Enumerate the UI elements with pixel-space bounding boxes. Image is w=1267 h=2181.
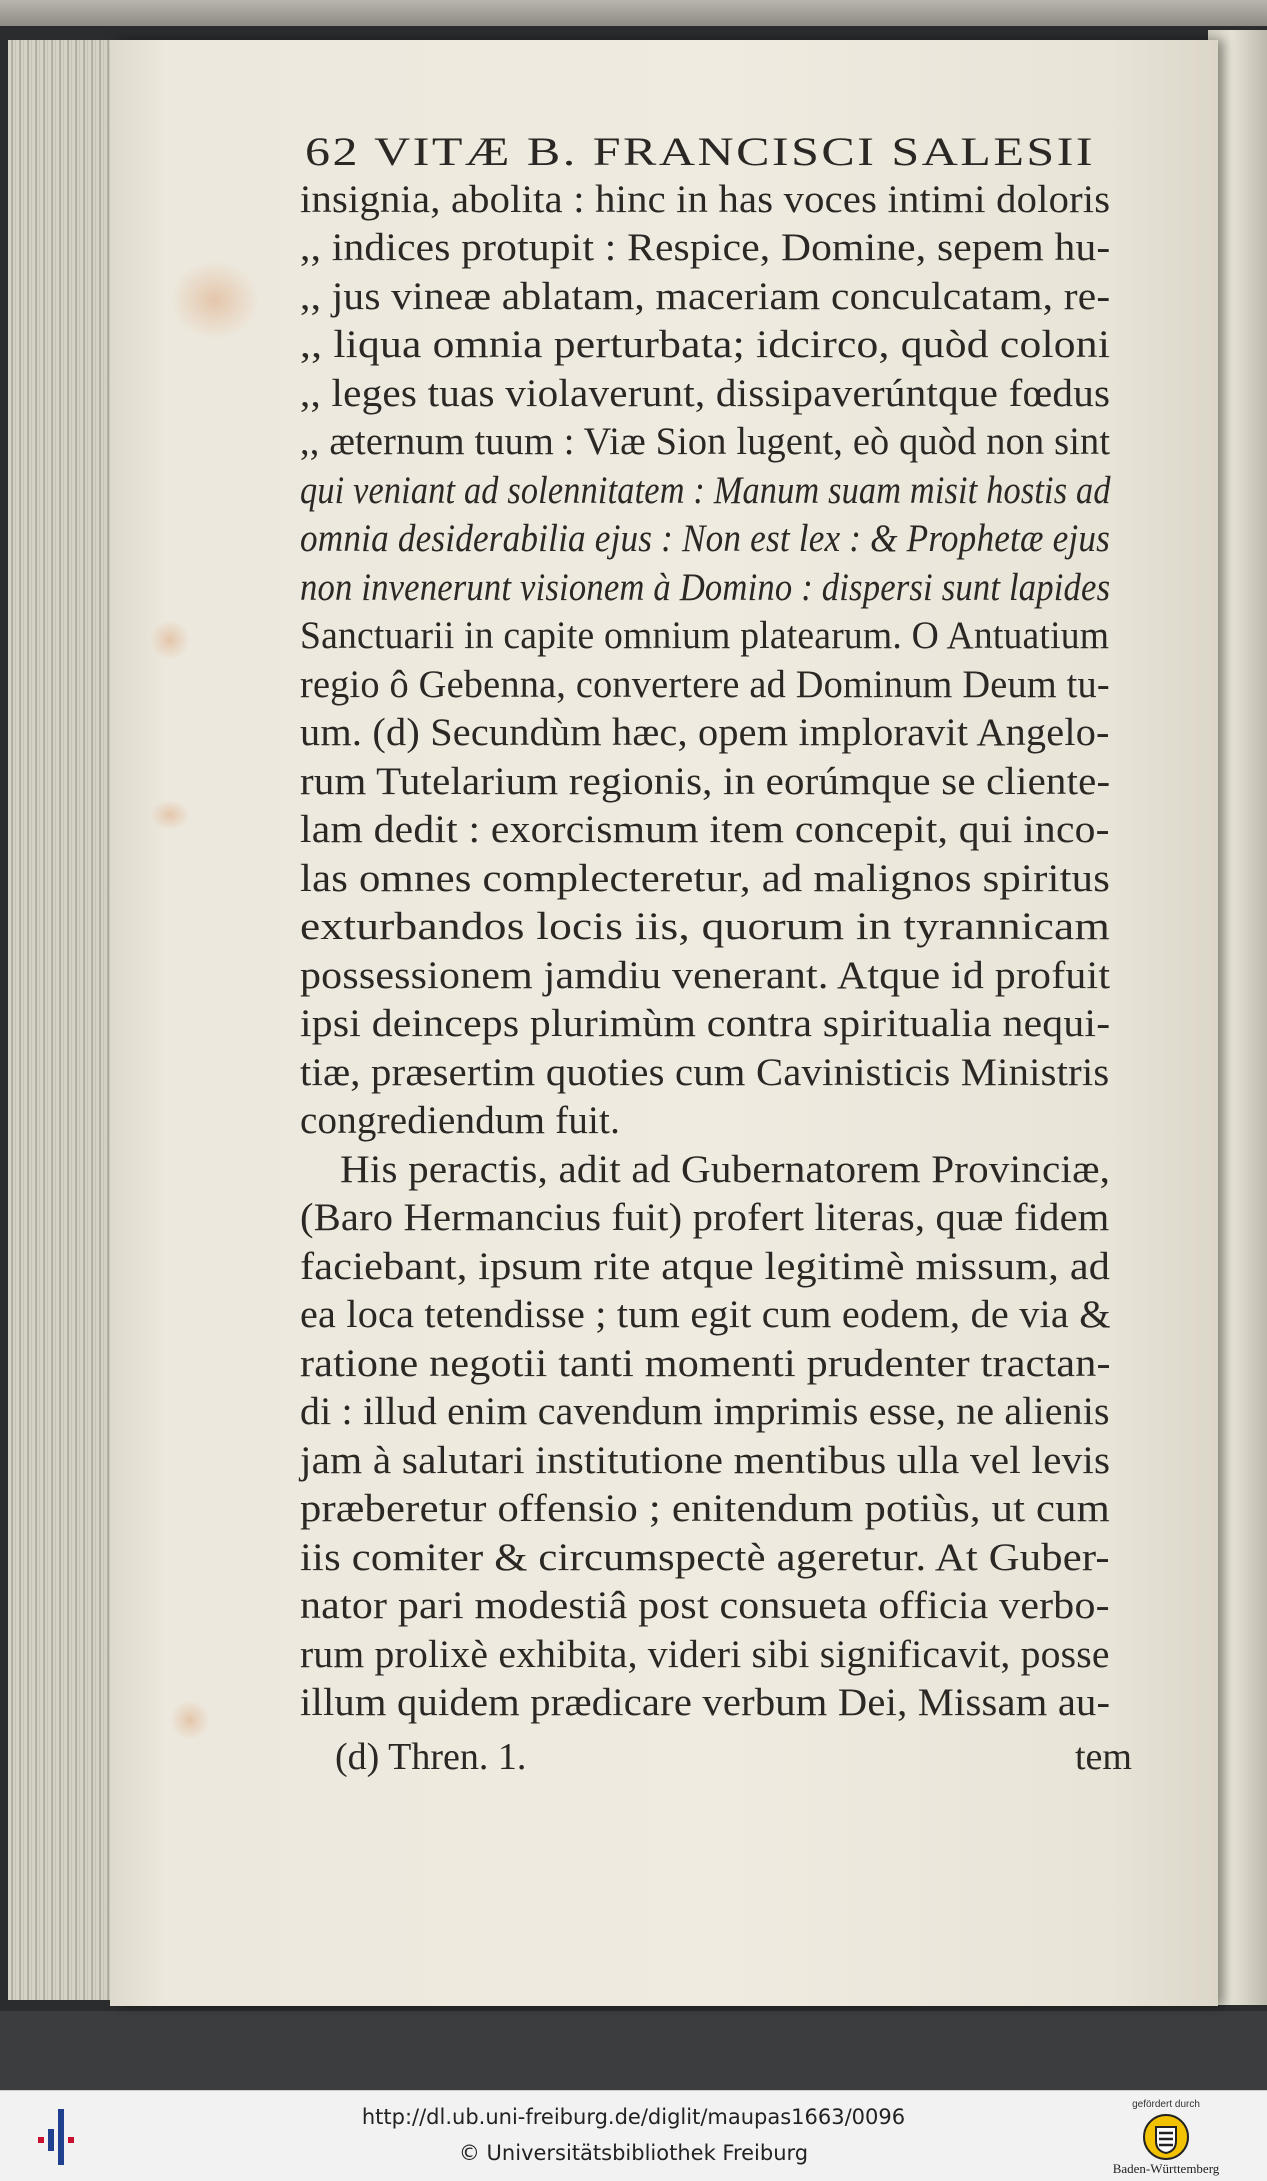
text-line: ,, indices protupit : Respice, Domine, sepem hu- bbox=[300, 226, 1111, 269]
text-line: congrediendum fuit. bbox=[300, 1099, 621, 1142]
funder-name: Baden-Württemberg bbox=[1112, 2161, 1220, 2176]
funder-badge bbox=[1096, 2097, 1236, 2179]
text-line: jam à salutari institutione mentibus ulla vel levis bbox=[300, 1438, 1111, 1482]
footnote: (d) Thren. 1. bbox=[335, 1736, 527, 1778]
text-line: ,, leges tuas violaverunt, dissipaverúntque fœdus bbox=[300, 371, 1111, 415]
text-line: exturbandos locis iis, quorum in tyrannicam bbox=[300, 905, 1111, 948]
foxing-stain bbox=[170, 260, 260, 340]
copyright-notice: © Universitätsbibliothek Freiburg bbox=[458, 2141, 809, 2165]
text-line: ipsi deinceps plurimùm contra spiritualia nequi- bbox=[300, 1002, 1111, 1045]
text-line: di : illud enim cavendum imprimis esse, ne alienis bbox=[300, 1390, 1110, 1433]
foxing-stain bbox=[170, 1700, 210, 1740]
text-line: iis comiter & circumspectè ageretur. At Guber- bbox=[300, 1535, 1110, 1579]
foxing-stain bbox=[150, 800, 190, 830]
text-line: ,, jus vineæ ablatam, maceriam conculcatam, re- bbox=[300, 274, 1111, 318]
text-line: qui veniant ad solennitatem : Manum suam misit hostis ad bbox=[300, 468, 1111, 512]
text-line: ratione negotii tanti momenti prudenter tractan- bbox=[300, 1341, 1111, 1385]
text-line: regio ô Gebenna, convertere ad Dominum Deum tu- bbox=[300, 662, 1110, 706]
permalink-url[interactable]: http://dl.ub.uni-freiburg.de/diglit/maupas1663/0096 bbox=[361, 2105, 906, 2129]
page-stack-edge bbox=[8, 40, 116, 2000]
text-line: illum quidem prædicare verbum Dei, Missam au- bbox=[300, 1681, 1111, 1724]
text-line: omnia desiderabilia ejus : Non est lex : & Prophetæ ejus bbox=[300, 517, 1110, 560]
text-line: lam dedit : exorcismum item concepit, qui inco- bbox=[300, 808, 1110, 851]
text-line: possessionem jamdiu venerant. Atque id profuit bbox=[300, 953, 1111, 997]
text-line: (Baro Hermancius fuit) profert literas, quæ fidem bbox=[300, 1196, 1110, 1239]
text-line: insignia, abolita : hinc in has voces intimi doloris bbox=[300, 177, 1111, 221]
text-line: faciebant, ipsum rite atque legitimè missum, ad bbox=[300, 1244, 1111, 1288]
baden-wuerttemberg-crest-icon bbox=[1142, 2113, 1190, 2161]
viewer-footer bbox=[0, 2090, 1267, 2181]
text-line: um. (d) Secundùm hæc, opem imploravit Angelo- bbox=[300, 711, 1110, 754]
funder-label: gefördert durch bbox=[1132, 2099, 1200, 2110]
text-line: ea loca tetendisse ; tum egit cum eodem, de via & bbox=[300, 1293, 1111, 1336]
book-top-edge bbox=[0, 0, 1267, 26]
text-line: rum prolixè exhibita, videri sibi significavit, posse bbox=[300, 1632, 1110, 1676]
text-line: præberetur offensio ; enitendum potiùs, ut cum bbox=[300, 1487, 1111, 1530]
catchword: tem bbox=[1075, 1736, 1132, 1778]
text-line: tiæ, præsertim quoties cum Cavinisticis Ministris bbox=[300, 1050, 1110, 1094]
text-line: nator pari modestiâ post consueta officia verbo- bbox=[300, 1584, 1110, 1627]
text-line: ,, æternum tuum : Viæ Sion lugent, eò quòd non sint bbox=[300, 420, 1111, 463]
text-line: ,, liqua omnia perturbata; idcirco, quòd coloni bbox=[300, 323, 1111, 366]
text-line: las omnes complecteretur, ad malignos spiritus bbox=[300, 856, 1111, 900]
text-line: rum Tutelarium regionis, in eorúmque se cliente- bbox=[300, 759, 1111, 803]
running-header: 62 VITÆ B. FRANCISCI SALESII bbox=[305, 129, 1095, 174]
text-line: His peractis, adit ad Gubernatorem Provinciæ, bbox=[340, 1147, 1111, 1191]
foxing-stain bbox=[150, 620, 190, 660]
text-line: Sanctuarii in capite omnium platearum. O Antuatium bbox=[300, 614, 1110, 657]
book-page bbox=[110, 40, 1218, 2006]
text-line: non invenerunt visionem à Domino : dispersi sunt lapides bbox=[300, 565, 1111, 609]
